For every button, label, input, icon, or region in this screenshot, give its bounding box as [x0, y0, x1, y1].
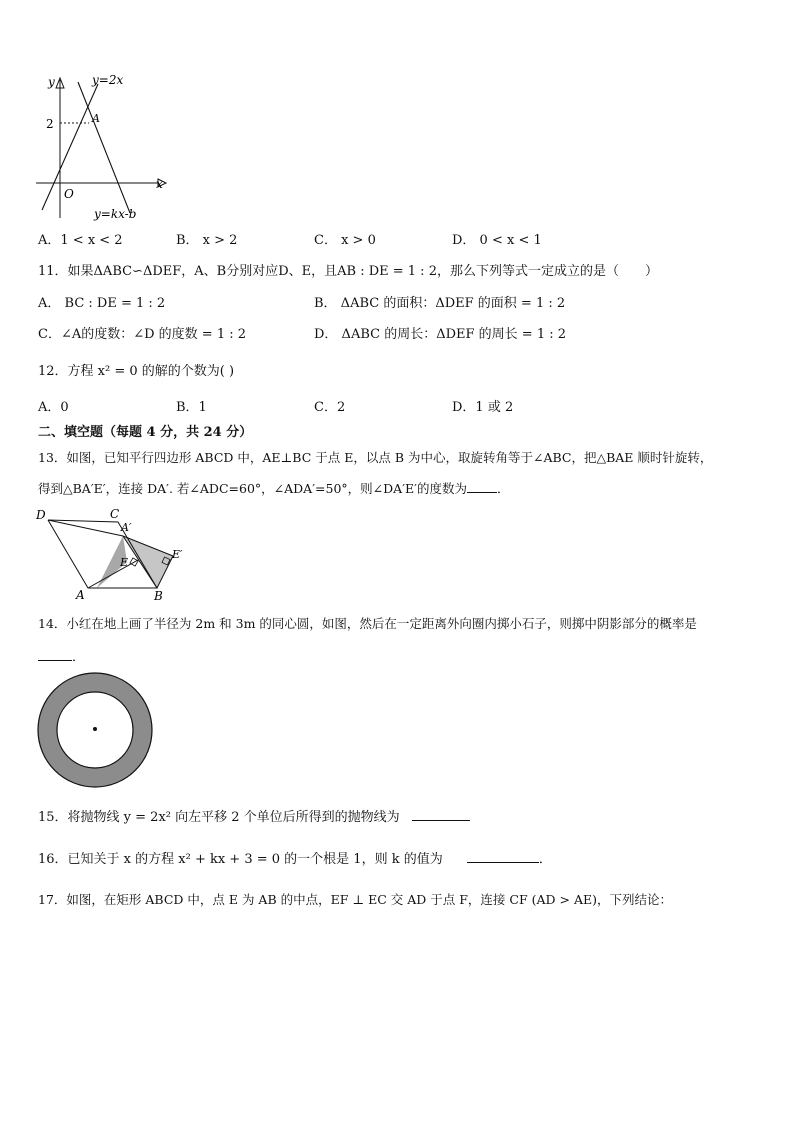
q15-line [38, 806, 470, 825]
q11-option-d: D． ΔABC 的周长：ΔDEF 的周长 = 1 : 2 [314, 327, 567, 342]
q11-option-b: B． ΔABC 的面积：ΔDEF 的面积 = 1 : 2 [314, 296, 566, 311]
q10-graph-figure [30, 68, 170, 226]
q16-line [38, 848, 552, 867]
q16-end: ． [538, 852, 552, 867]
line1-label: y=2x [92, 73, 124, 87]
q13-line2-text: 得到△BA′E′，连接 DA′. 若∠ADC=60°，∠ADA′=50°，则∠DA′E′的度数为 [38, 481, 467, 496]
x-axis-label: x [156, 177, 163, 191]
q10-option-c: C． x > 0 [314, 233, 376, 248]
q13-line2-end: ． [497, 481, 510, 496]
origin-label: O [64, 187, 74, 201]
line2-label: y=kx-b [94, 207, 137, 221]
point-a-label: A [92, 112, 100, 125]
q11-stem: 11．如果ΔABC∽ΔDEF，A、B分别对应D、E，且AB : DE = 1 : 2，那么下列等式一定成立的是（ ） [38, 264, 658, 279]
q13-line1: 13．如图，已知平行四边形 ABCD 中，AE⊥BC 于点 E，以点 B 为中心，取旋转角等于∠ABC，把△BAE 顺时针旋转， [38, 450, 713, 465]
section-header-fill-blank: 二、填空题（每题 4 分，共 24 分） [38, 425, 253, 440]
q10-option-a: A．1 < x < 2 [38, 233, 123, 248]
q14-line2 [38, 646, 85, 665]
label-a-prime: A′ [121, 521, 132, 534]
tick-label-2: 2 [46, 117, 54, 131]
y-axis-label: y [48, 75, 55, 89]
label-c: C [110, 507, 120, 521]
segment-da-prime [48, 520, 123, 536]
label-d: D [36, 508, 46, 522]
q10-option-b: B． x > 2 [176, 233, 238, 248]
q12-option-a: A．0 [38, 400, 69, 415]
q15-answer-blank[interactable] [412, 808, 470, 821]
q15-text: 15．将抛物线 y = 2x² 向左平移 2 个单位后所得到的抛物线为 [38, 810, 400, 825]
q14-line2-end: ． [72, 650, 86, 665]
q12-option-c: C．2 [314, 400, 346, 415]
q12-option-d: D．1 或 2 [452, 400, 514, 415]
label-e-prime: E′ [172, 548, 183, 561]
line-y-kx-b [78, 82, 130, 213]
q16-answer-blank[interactable] [467, 850, 539, 863]
q12-stem: 12．方程 x² = 0 的解的个数为( ) [38, 364, 235, 379]
q17-stem: 17．如图，在矩形 ABCD 中，点 E 为 AB 的中点，EF ⊥ EC 交 AD 于点 F，连接 CF (AD > AE)，下列结论： [38, 892, 672, 907]
q16-text: 16．已知关于 x 的方程 x² + kx + 3 = 0 的一个根是 1，则 k 的值为 [38, 852, 443, 867]
q13-parallelogram-figure [30, 504, 200, 604]
label-b: B [154, 589, 163, 603]
q11-option-a: A． BC : DE = 1 : 2 [38, 296, 166, 311]
q10-option-d: D． 0 < x < 1 [452, 233, 542, 248]
q12-option-b: B．1 [176, 400, 207, 415]
label-a: A [76, 588, 85, 602]
q13-answer-blank[interactable] [467, 480, 497, 493]
q14-concentric-circles-figure [36, 671, 156, 791]
q11-option-c: C．∠A的度数：∠D 的度数 = 1 : 2 [38, 327, 247, 342]
q13-line2 [38, 479, 510, 497]
center-dot [93, 727, 97, 731]
q14-line1: 14．小红在地上画了半径为 2m 和 3m 的同心圆，如图，然后在一定距离外向圈内掷小石子，则掷中阴影部分的概率是 [38, 616, 697, 631]
q14-answer-blank[interactable] [38, 648, 72, 661]
label-e: E [120, 556, 129, 569]
